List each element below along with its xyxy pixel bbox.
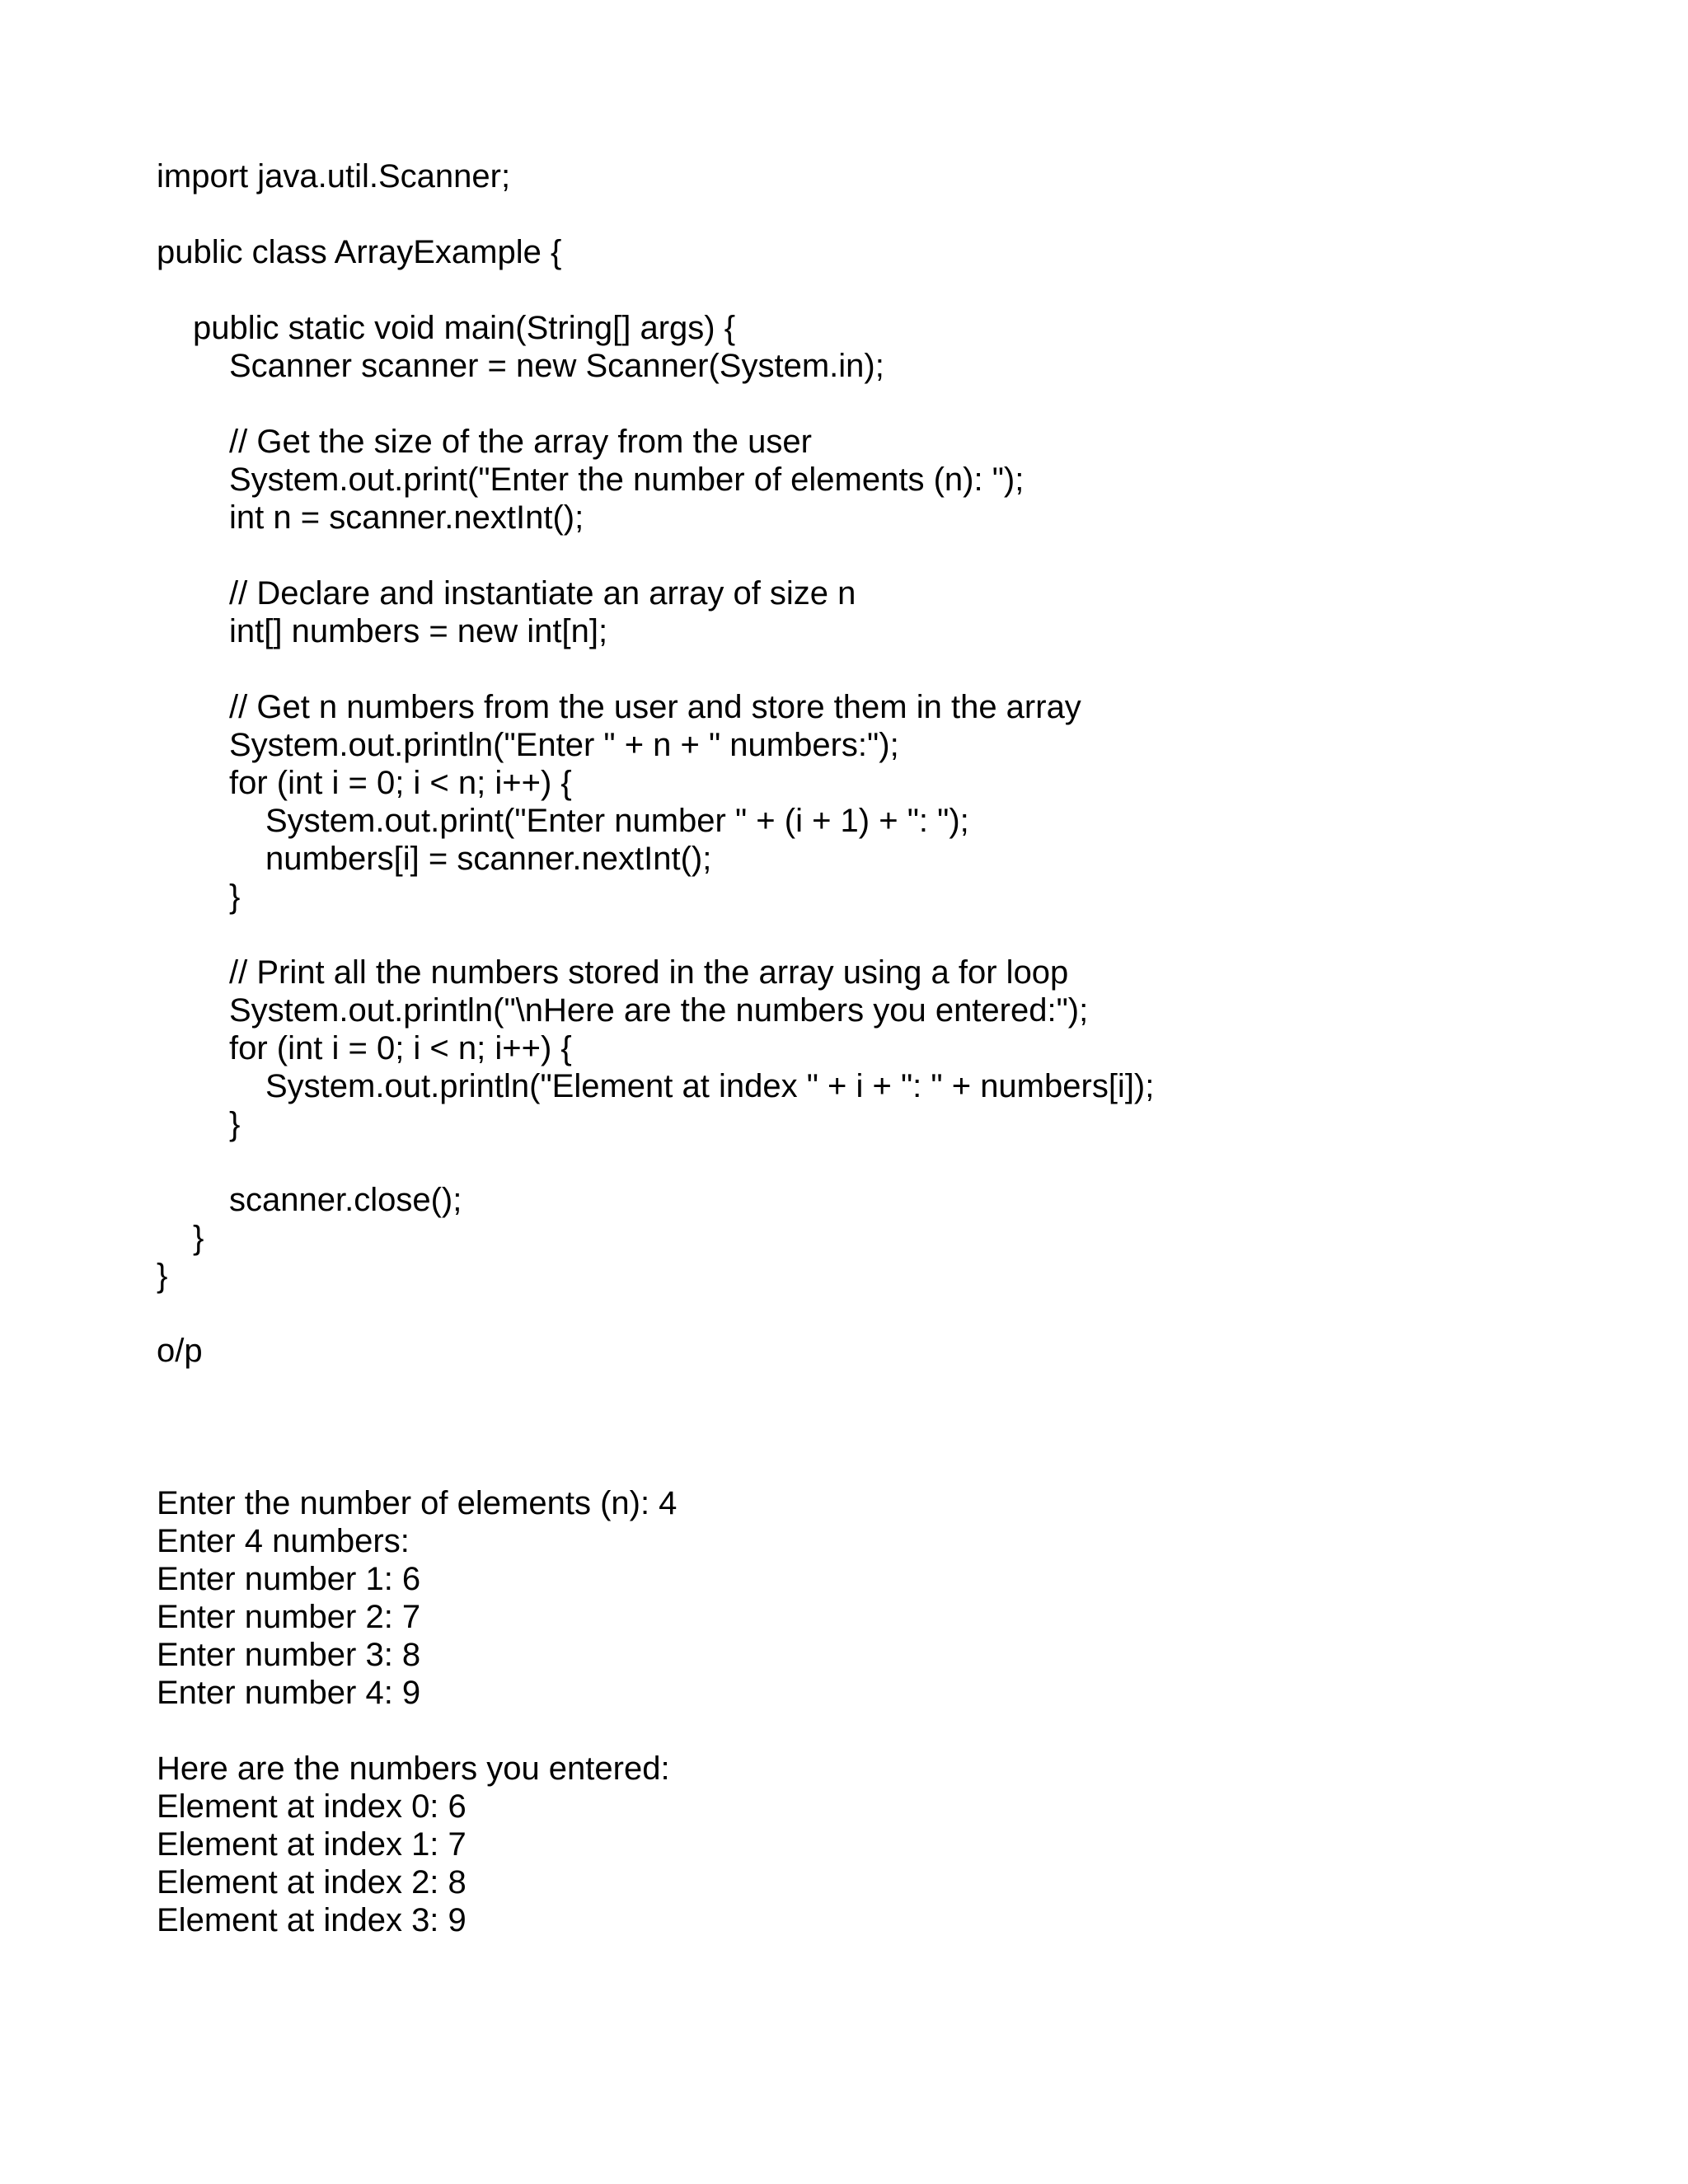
code-line: import java.util.Scanner; bbox=[157, 158, 511, 194]
output-line: Element at index 0: 6 bbox=[157, 1788, 467, 1825]
code-line: // Get the size of the array from the user bbox=[229, 424, 812, 460]
program-output-block bbox=[157, 1484, 1640, 1939]
code-line: } bbox=[157, 1258, 168, 1294]
output-line: Element at index 1: 7 bbox=[157, 1826, 467, 1863]
code-line: // Declare and instantiate an array of size n bbox=[229, 575, 856, 612]
code-line: } bbox=[229, 1106, 241, 1142]
blank-line bbox=[157, 537, 1640, 574]
code-line: // Get n numbers from the user and store them in the array bbox=[229, 689, 1081, 725]
blank-line bbox=[157, 1143, 1640, 1181]
code-line: System.out.print("Enter the number of elements (n): "); bbox=[229, 462, 1025, 498]
blank-line bbox=[157, 385, 1640, 423]
blank-line bbox=[157, 916, 1640, 954]
code-line: public class ArrayExample { bbox=[157, 234, 562, 270]
output-line: Enter number 4: 9 bbox=[157, 1675, 421, 1711]
output-line: Element at index 2: 8 bbox=[157, 1864, 467, 1900]
output-line: Element at index 3: 9 bbox=[157, 1902, 467, 1938]
output-line: Enter number 3: 8 bbox=[157, 1637, 421, 1673]
code-line: int[] numbers = new int[n]; bbox=[229, 613, 608, 649]
output-label-text: o/p bbox=[157, 1333, 203, 1369]
code-line: scanner.close(); bbox=[229, 1182, 462, 1218]
output-line: Enter number 1: 6 bbox=[157, 1561, 421, 1597]
output-line: Here are the numbers you entered: bbox=[157, 1750, 670, 1787]
blank-line bbox=[157, 650, 1640, 688]
output-line: Enter 4 numbers: bbox=[157, 1523, 410, 1559]
output-line: Enter the number of elements (n): 4 bbox=[157, 1485, 678, 1521]
output-label bbox=[157, 1332, 1640, 1370]
code-line: // Print all the numbers stored in the array using a for loop bbox=[229, 954, 1069, 991]
code-line: public static void main(String[] args) { bbox=[193, 310, 736, 346]
code-line: numbers[i] = scanner.nextInt(); bbox=[265, 841, 712, 877]
blank-line bbox=[157, 271, 1640, 309]
code-line: } bbox=[193, 1220, 204, 1256]
code-line: System.out.println("Enter " + n + " numbers:"); bbox=[229, 727, 899, 763]
code-line: for (int i = 0; i < n; i++) { bbox=[229, 765, 572, 801]
code-line: System.out.println("Element at index " + i + ": " + numbers[i]); bbox=[265, 1068, 1155, 1104]
code-line: } bbox=[229, 879, 241, 915]
blank-line bbox=[157, 195, 1640, 233]
code-line: Scanner scanner = new Scanner(System.in); bbox=[229, 348, 884, 384]
code-line: System.out.print("Enter number " + (i + 1) + ": "); bbox=[265, 803, 969, 839]
java-code-block bbox=[157, 157, 1640, 1295]
code-line: System.out.println("\nHere are the numbers you entered:"); bbox=[229, 992, 1089, 1029]
code-line: int n = scanner.nextInt(); bbox=[229, 499, 584, 536]
output-line: Enter number 2: 7 bbox=[157, 1599, 421, 1635]
code-line: for (int i = 0; i < n; i++) { bbox=[229, 1030, 572, 1066]
blank-line bbox=[157, 1712, 1640, 1750]
